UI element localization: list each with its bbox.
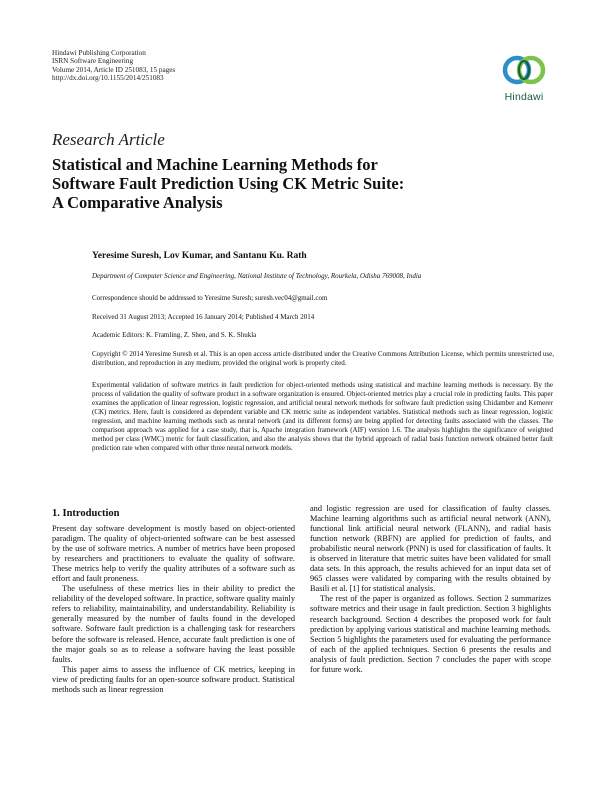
copyright-notice: Copyright © 2014 Yeresime Suresh et al. This is an open access article distributed under the Creative Commons Attribution License, which permits unrestricted use, distribution, and reproduction in any medium, provided the original work is properly cited. [92,350,554,367]
left-column [52,524,295,695]
title-line: Statistical and Machine Learning Methods for [52,155,378,174]
doi-link[interactable]: http://dx.doi.org/10.1155/2014/251083 [52,74,164,83]
journal-header [52,49,175,83]
journal-name: ISRN Software Engineering [52,57,134,66]
paragraph: The rest of the paper is organized as follows. Section 2 summarizes software metrics and their usage in fault prediction. Section 3 highlights research background. Section 4 describes the proposed work for fault prediction by applying various statistical and machine learning methods. Section 5 highlights the parameters used for evaluating the performance of each of the applied techniques. Section 6 presents the results and analysis of fault prediction. Section 7 concludes the paper with scope for future work. [310,594,551,674]
right-column [310,504,551,675]
publication-dates: Received 31 August 2013; Accepted 16 January 2014; Published 4 March 2014 [92,313,315,321]
logo-wordmark: Hindawi [504,91,544,103]
correspondence: Correspondence should be addressed to Yeresime Suresh; suresh.vec04@gmail.com [92,294,328,302]
paper-title [52,155,532,212]
paragraph: The usefulness of these metrics lies in their ability to predict the reliability of the developed software. In practice, software quality mainly refers to reliability, maintainability, and understandability. Reliability is generally measured by the number of faults found in the developed software. Software fault prediction is a challenging task for researchers before the software is released. Hence, accurate fault prediction is one of the major goals so as to release a software having the least possible faults. [52,584,295,664]
paragraph: Present day software development is mostly based on object-oriented paradigm. The quality of object-oriented software can be best assessed by the use of software metrics. A number of metrics have been proposed by researchers and practitioners to evaluate the quality of software. These metrics help to verify the quality attributes of a software such as effort and fault proneness. [52,524,295,584]
academic-editors: Academic Editors: K. Framling, Z. Shen, and S. K. Shukla [92,331,257,339]
title-line: A Comparative Analysis [52,193,223,212]
volume-info: Volume 2014, Article ID 251083, 15 pages [52,65,176,74]
article-type: Research Article [52,130,165,149]
abstract: Experimental validation of software metrics in fault prediction for object-oriented methods using statistical and machine learning methods is necessary. By the process of validation the quality of software product in a software organization is ensured. Object-oriented metrics play a crucial role in predicting faults. This paper examines the application of linear regression, logistic regression, and artificial neural network methods for software fault prediction using Chidamber and Kemerer (CK) metrics. Here, fault is considered as dependent variable and CK metric suite as independent variables. Statistical methods such as linear regression, logistic regression, and machine learning methods such as neural network (and its different forms) are being applied for detecting faults associated with the classes. The comparison approach was applied for a case study, that is, Apache integration framework (AIF) version 1.6. The analysis highlights the significance of weighted method per class (WMC) metric for fault classification, and also the analysis shows that the hybrid approach of radial basis function network obtained better fault prediction rate when compared with other three neural network models. [92,381,553,453]
title-line: Software Fault Prediction Using CK Metric Suite: [52,174,405,193]
authors: Yeresime Suresh, Lov Kumar, and Santanu Ku. Rath [92,251,307,261]
paragraph: This paper aims to assess the influence of CK metrics, keeping in view of predicting faults for an open-source software product. Statistical methods such as linear regression [52,664,295,694]
hindawi-logo [496,50,552,110]
publisher: Hindawi Publishing Corporation [52,49,146,57]
paragraph: and logistic regression are used for classification of faulty classes. Machine learning algorithms such as artificial neural network (ANN), functional link artificial neural network (FLANN), and radial basis function network (RBFN) are applied for prediction of faults, and probabilistic neural network (PNN) is used for classification of faults. It is observed in literature that metric suites have been validated for small data sets. In this approach, the results achieved for an input data set of 965 classes were validated by comparing with the results obtained by Basili et al. [1] for statistical analysis. [310,504,551,594]
section-heading: 1. Introduction [52,508,120,519]
hindawi-logo-icon [496,50,552,92]
affiliation: Department of Computer Science and Engineering, National Institute of Technology, Rourkela, Odisha 769008, India [92,272,422,280]
